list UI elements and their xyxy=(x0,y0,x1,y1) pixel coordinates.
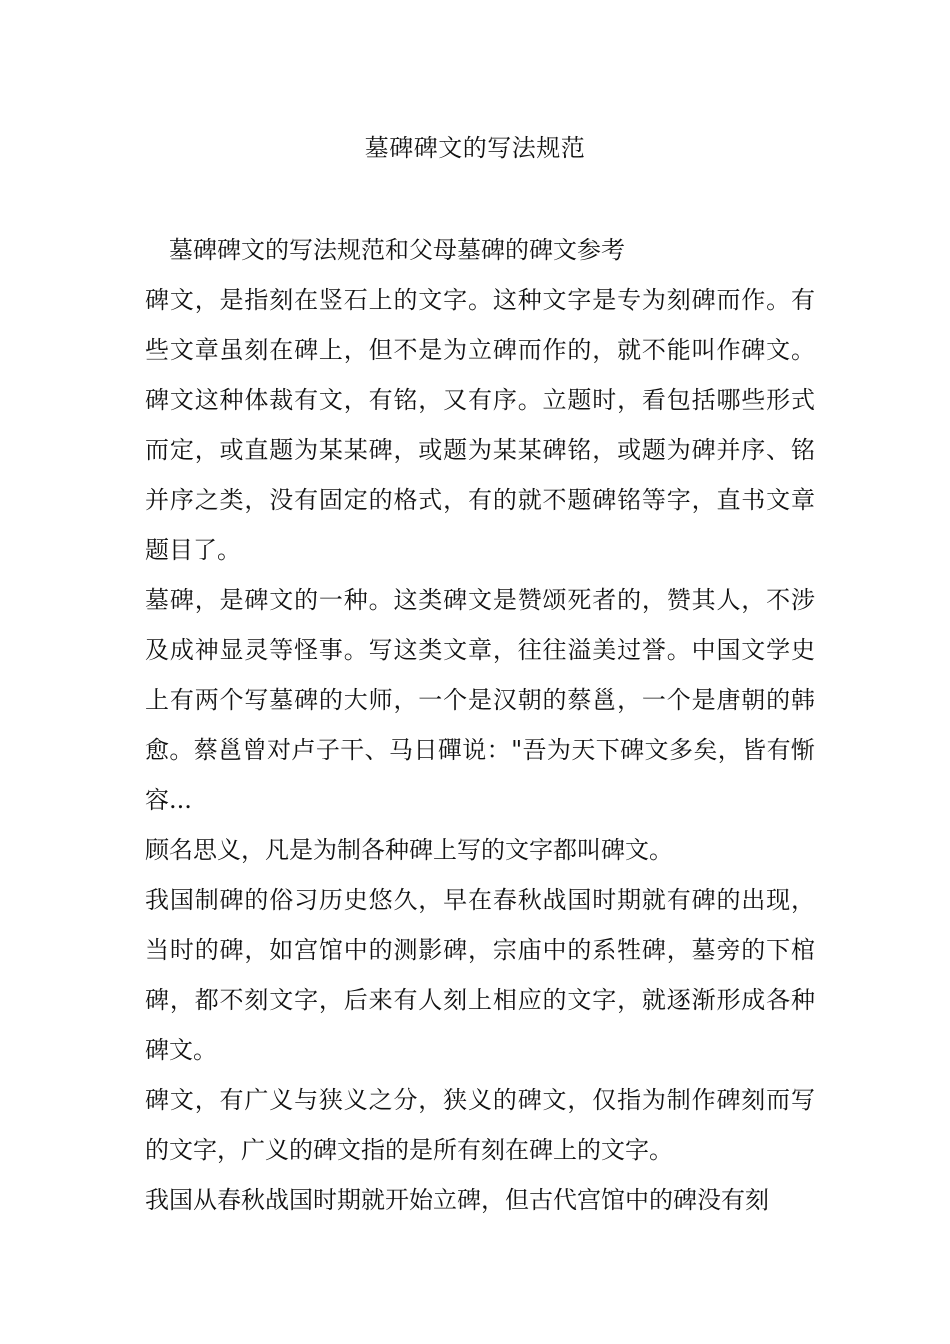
paragraph-broad-narrow: 碑文，有广义与狭义之分，狭义的碑文，仅指为制作碑刻而写的文字，广义的碑文指的是所有刻在碑上的文字。 xyxy=(145,1086,815,1164)
paragraph-definition: 碑文，是指刻在竖石上的文字。这种文字是专为刻碑而作。有些文章虽刻在碑上，但不是为立碑而作的，就不能叫作碑文。碑文这种体裁有文，有铭，又有序。立题时，看包括哪些形式而定，或直题为某某碑，或题为某某碑铭，或题为碑并序、铭并序之类，没有固定的格式，有的就不题碑铭等字，直书文章题目了。 xyxy=(145,286,815,564)
paragraph-tomb-inscription: 墓碑，是碑文的一种。这类碑文是赞颂死者的，赞其人，不涉及成神显灵等怪事。写这类文章，往往溢美过誉。中国文学史上有两个写墓碑的大师，一个是汉朝的蔡邕，一个是唐朝的韩愈。蔡邕曾对卢子干、马日磾说："吾为天下碑文多矣，皆有惭容... xyxy=(145,586,815,814)
paragraph-meaning: 顾名思义，凡是为制各种碑上写的文字都叫碑文。 xyxy=(145,836,673,864)
paragraph-history: 我国制碑的俗习历史悠久，早在春秋战国时期就有碑的出现，当时的碑，如宫馆中的测影碑，宗庙中的系牲碑，墓旁的下棺碑，都不刻文字，后来有人刻上相应的文字，就逐渐形成各种碑文。 xyxy=(145,886,815,1064)
document-subtitle: 墓碑碑文的写法规范和父母墓碑的碑文参考 xyxy=(169,236,625,264)
document-body xyxy=(145,225,815,1225)
document-title: 墓碑碑文的写法规范 xyxy=(364,134,586,162)
paragraph-spring-autumn: 我国从春秋战国时期就开始立碑，但古代宫馆中的碑没有刻 xyxy=(145,1186,769,1214)
